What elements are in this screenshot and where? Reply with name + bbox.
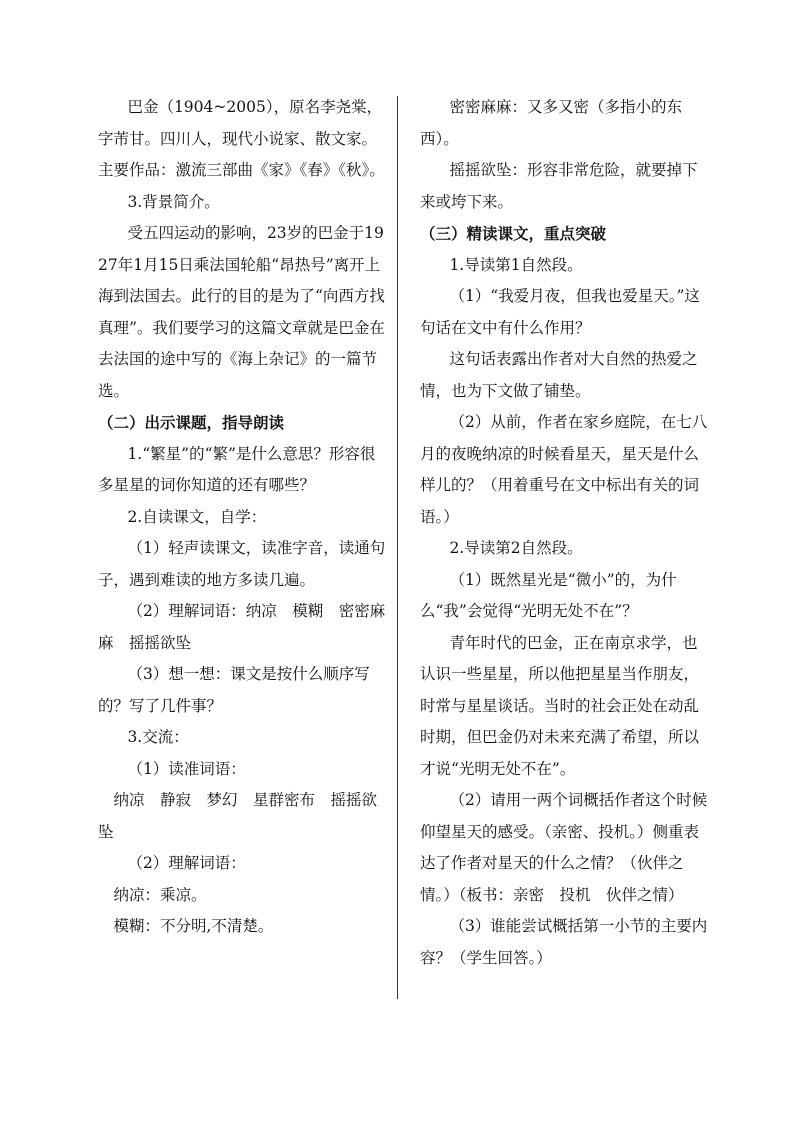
column-divider [397,96,398,999]
question-fan-paragraph: 1.“繁星”的“繁”是什么意思？形容很多星星的词你知道的还有哪些？ [98,444,376,494]
definition-mohu: 模糊：不分明,不清楚。 [113,917,274,935]
guide-1-answer-1: 这句话表露出作者对大自然的热爱之情，也为下文做了铺垫。 [420,350,698,400]
definition-mimimama: 密密麻麻：又多又密（多指小的东西）。 [420,98,682,148]
guide-paragraph-2-heading: 2.导读第2自然段。 [449,539,583,557]
exchange-heading: 3.交流： [127,728,189,746]
exchange-item-2: （2）理解词语： [127,854,246,872]
definition-naliang: 纳凉：乘凉。 [113,885,207,904]
self-study-item-3: （3）想一想：课文是按什么顺序写的？写了几件事？ [98,665,370,715]
background-heading: 3.背景简介。 [127,192,220,211]
guide-paragraph-1-heading: 1.导读第1自然段。 [449,255,583,274]
guide-2-question-3: （3）谁能尝试概括第一小节的主要内容？（学生回答。） [420,917,708,967]
left-column [98,92,390,943]
guide-2-question-1: （1）既然星光是“微小”的，为什么“我”会觉得“光明无处不在”？ [420,570,677,620]
exchange-item-1: （1）读准词语： [127,759,246,778]
definition-yaoyaoyuzhui: 摇摇欲坠：形容非常危险，就要掉下来或垮下来。 [420,161,698,211]
section-three-heading: （三）精读课文，重点突破 [420,224,607,243]
guide-1-question-1: （1）“我爱月夜，但我也爱星天。”这句话在文中有什么作用？ [420,287,700,337]
guide-1-question-2: （2）从前，作者在家乡庭院，在七八月的夜晚纳凉的时候看星天，星天是什么样儿的？（用着重号在文中标出有关的词语。） [420,413,708,526]
word-list: 纳凉 静寂 梦幻 星群密布 摇摇欲坠 [98,791,378,841]
guide-2-answer-1: 青年时代的巴金，正在南京求学，也认识一些星星，所以他把星星当作朋友，时常与星星谈话。当时的社会正处在动乱时期，但巴金仍对未来充满了希望，所以才说“光明无处不在”。 [420,633,700,778]
right-column [420,92,712,974]
background-paragraph: 受五四运动的影响，23岁的巴金于1927年1月15日乘法国轮船“昂热号”离开上海到法国去。此行的目的是为了“向西方找真理”。我们要学习的这篇文章就是巴金在去法国的途中写的《海上杂记》的一篇节选。 [98,224,385,400]
author-intro-paragraph: 巴金（1904~2005），原名李尧棠，字芾甘。四川人，现代小说家、散文家。主要作品：激流三部曲《家》《春》《秋》。 [98,98,385,179]
self-study-item-1: （1）轻声读课文，读准字音，读通句子，遇到难读的地方多读几遍。 [98,539,386,589]
guide-2-question-2: （2）请用一两个词概括作者这个时候仰望星天的感受。（亲密、投机。）侧重表达了作者对星天的什么之情？（伙伴之情。）（板书：亲密 投机 伙伴之情） [420,791,708,904]
self-study-heading: 2.自读课文，自学： [127,507,267,526]
section-two-heading: （二）出示课题，指导朗读 [98,413,285,432]
self-study-item-2: （2）理解词语：纳凉 模糊 密密麻麻 摇摇欲坠 [98,602,386,652]
